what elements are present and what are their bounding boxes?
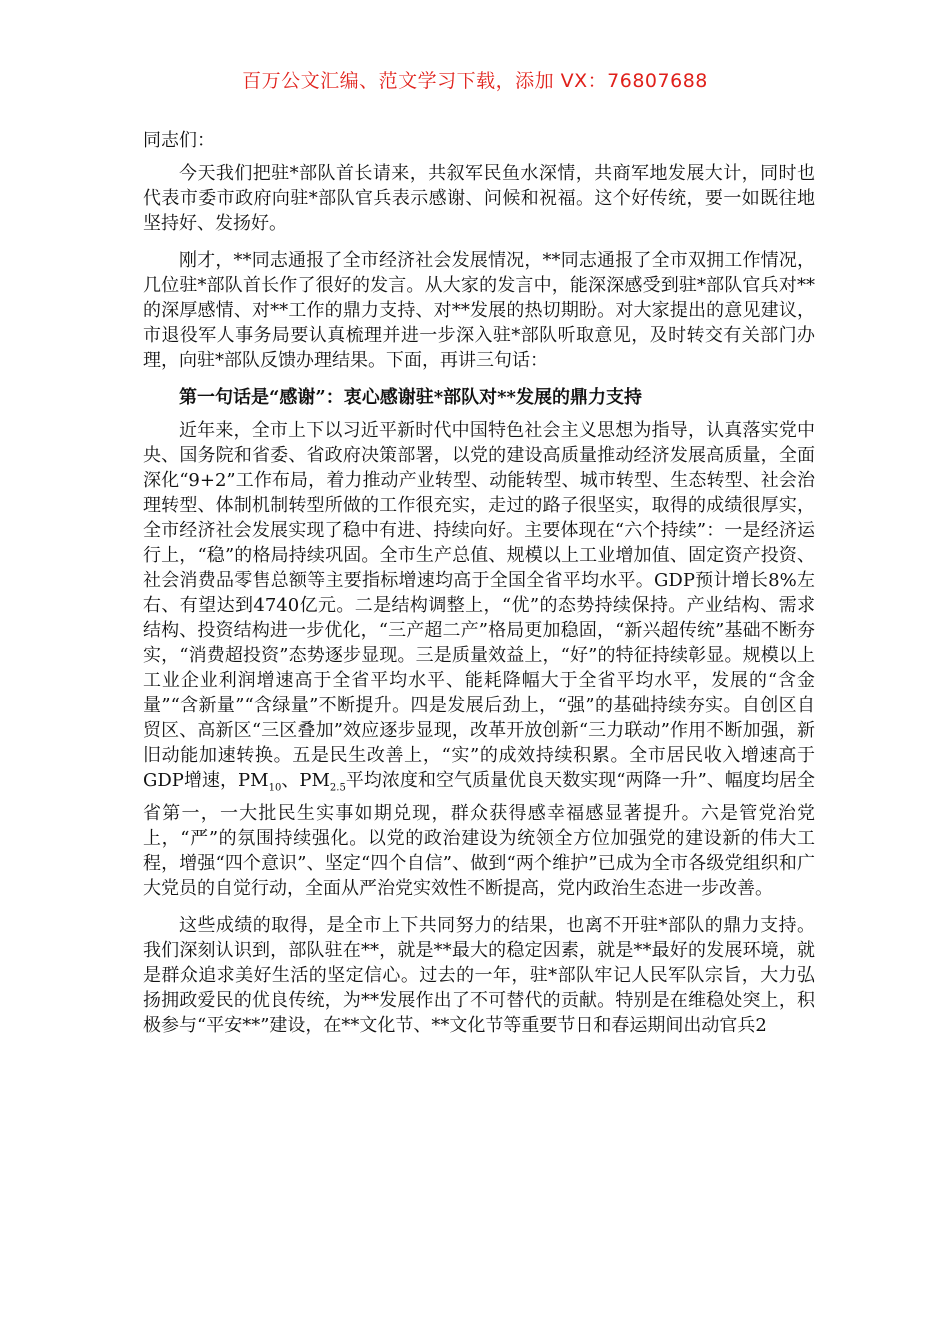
pm10-subscript: 10 (268, 782, 282, 794)
section-heading-thanks: 第一句话是“感谢”：衷心感谢驻*部队对**发展的鼎力支持 (179, 387, 642, 408)
document-body (143, 128, 815, 1050)
paragraph-intro: 今天我们把驻*部队首长请来，共叙军民鱼水深情，共商军地发展大计，同时也代表市委市政府向驻*部队官兵表示感谢、问候和祝福。这个好传统，要一如既往地坚持好、发扬好。 (143, 163, 815, 234)
watermark-banner: 百万公文汇编、范文学习下载，添加 VX：76807688 (242, 70, 708, 92)
salutation: 同志们： (143, 130, 215, 151)
pm-separator: 、PM (281, 770, 330, 791)
pm25-subscript: 2.5 (329, 782, 346, 794)
achievements-text-part2: 平均浓度和空气质量优良天数实现“两降一升”、幅度均居全省第一，一大批民生实事如期兑现，群众获得感幸福感显著提升。六是管党治党上，“严”的氛围持续强化。以党的政治建设为统领全方位加强党的建设新的伟大工程，增强“四个意识”、坚定“四个自信”、做到“两个维护”已成为全市各级党组织和广大党员的自觉行动，全面从严治党实效性不断提高，党内政治生态进一步改善。 (143, 770, 815, 899)
paragraph-achievements (143, 418, 815, 901)
achievements-text-part1: 近年来，全市上下以习近平新时代中国特色社会主义思想为指导，认真落实党中央、国务院和省委、省政府决策部署，以党的建设高质量推动经济发展高质量，全面深化“9+2”工作布局，着力推动产业转型、动能转型、城市转型、生态转型、社会治理转型、体制机制转型所做的工作很充实，走过的路子很坚实，取得的成绩很厚实，全市经济社会发展实现了稳中有进、持续向好。主要体现在“六个持续”：一是经济运行上，“稳”的格局持续巩固。全市生产总值、规模以上工业增加值、固定资产投资、社会消费品零售总额等主要指标增速均高于全国全省平均水平。GDP预计增长8%左右、有望达到4740亿元。二是结构调整上，“优”的态势持续保持。产业结构、需求结构、投资结构进一步优化，“三产超二产”格局更加稳固，“新兴超传统”基础不断夯实，“消费超投资”态势逐步显现。三是质量效益上，“好”的特征持续彰显。规模以上工业企业利润增速高于全省平均水平、能耗降幅大于全省平均水平，发展的“含金量”“含新量”“含绿量”不断提升。四是发展后劲上，“强”的基础持续夯实。自创区自贸区、高新区“三区叠加”效应逐步显现，改革开放创新“三力联动”作用不断加强，新旧动能加速转换。五是民生改善上，“实”的成效持续积累。全市居民收入增速高于GDP增速，PM (143, 420, 815, 791)
paragraph-summary: 刚才，**同志通报了全市经济社会发展情况，**同志通报了全市双拥工作情况，几位驻*部队首长作了很好的发言。从大家的发言中，能深深感受到驻*部队官兵对**的深厚感情、对**工作的鼎力支持、对**发展的热切期盼。对大家提出的意见建议，市退役军人事务局要认真梳理并进一步深入驻*部队听取意见，及时转交有关部门办理，向驻*部队反馈办理结果。下面，再讲三句话： (143, 250, 815, 371)
paragraph-closing: 这些成绩的取得，是全市上下共同努力的结果，也离不开驻*部队的鼎力支持。我们深刻认识到，部队驻在**，就是**最大的稳定因素，就是**最好的发展环境，就是群众追求美好生活的坚定信心。过去的一年，驻*部队牢记人民军队宗旨，大力弘扬拥政爱民的优良传统，为**发展作出了不可替代的贡献。特别是在维稳处突上，积极参与“平安**”建设，在**文化节、**文化节等重要节日和春运期间出动官兵2 (143, 914, 815, 1036)
